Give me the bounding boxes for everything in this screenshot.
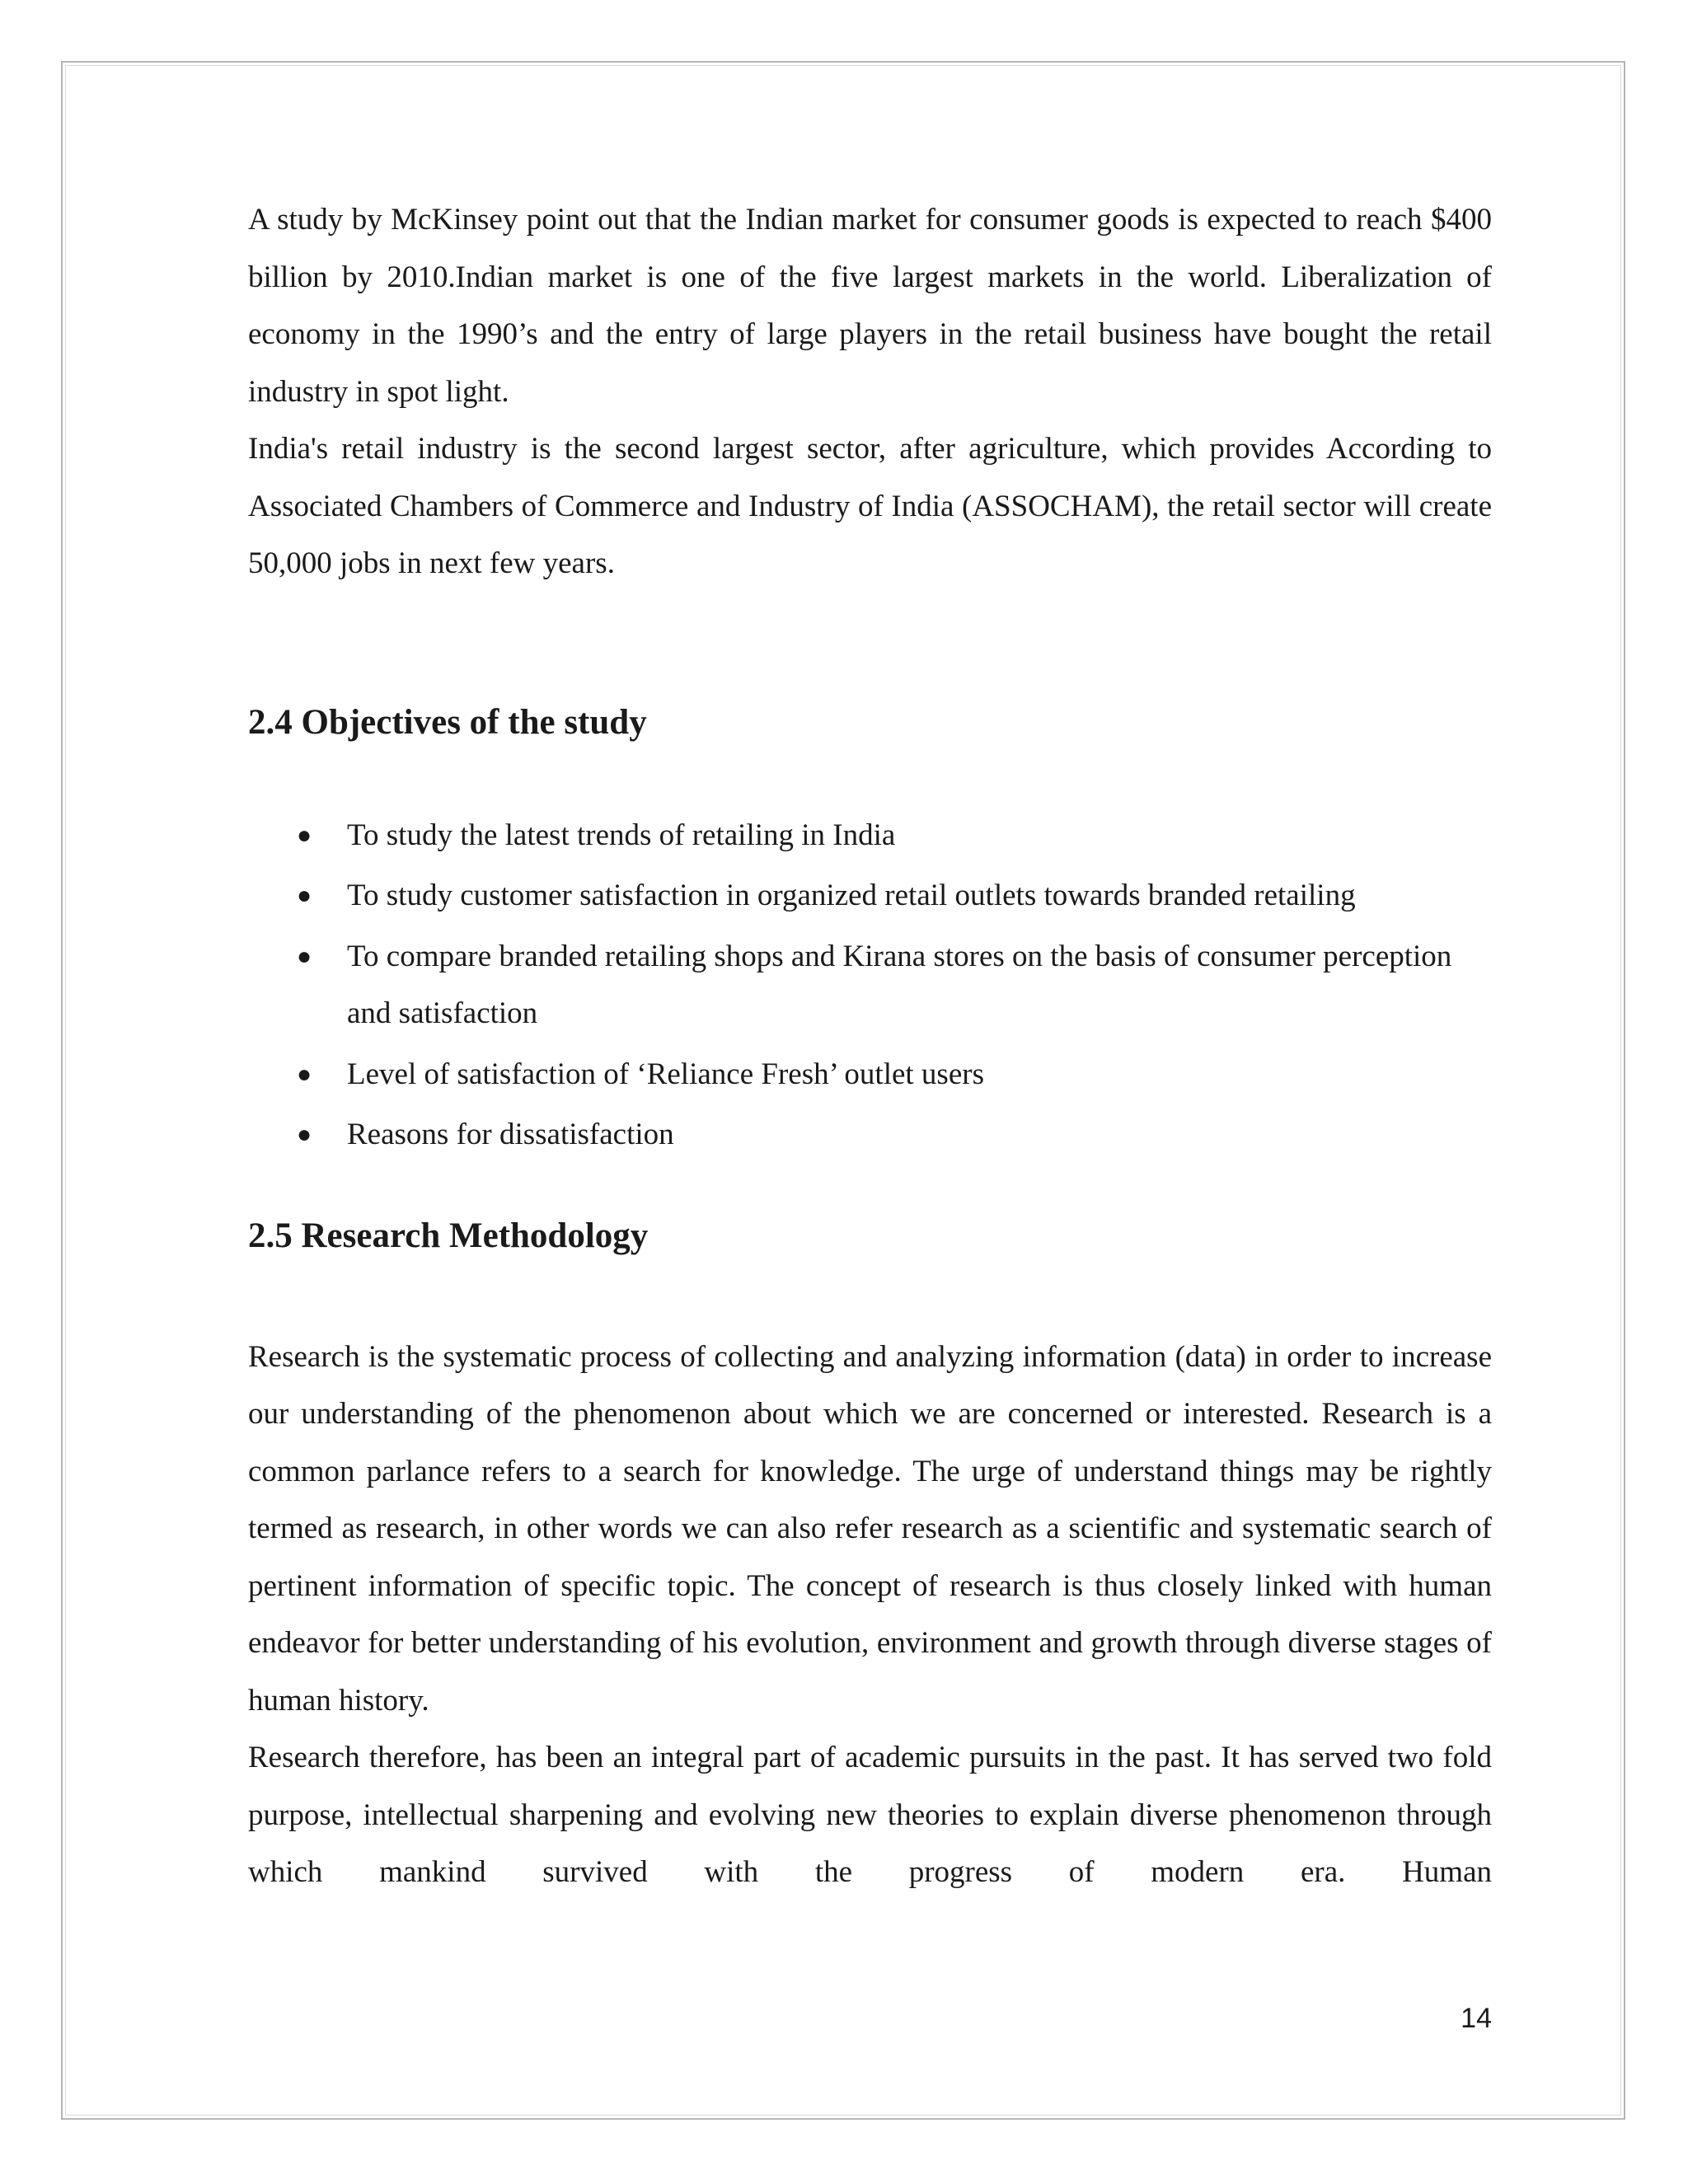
list-item — [248, 1046, 1492, 1104]
bullet-icon: ● — [297, 1060, 312, 1088]
intro-paragraph-2: India's retail industry is the second largest sector, after agriculture, which provides According to Associated Chambers of Commerce and Industry of India (ASSOCHAM), the retail sector will create 50,000 jobs in next few years. — [248, 432, 1492, 580]
list-item-text: Reasons for dissatisfaction — [347, 1118, 674, 1151]
list-item-text: Level of satisfaction of ‘Reliance Fresh’ outlet users — [347, 1057, 984, 1091]
page-number: 14 — [1461, 2003, 1492, 2034]
page-content — [248, 191, 1492, 1901]
list-item-text: To compare branded retailing shops and Kirana stores on the basis of consumer perception and satisfaction — [347, 939, 1452, 1030]
list-item — [248, 807, 1492, 865]
methodology-heading: 2.5 Research Methodology — [248, 1216, 649, 1255]
bullet-icon: ● — [297, 1121, 312, 1148]
objectives-heading: 2.4 Objectives of the study — [248, 702, 647, 742]
list-item — [248, 928, 1492, 1043]
list-item — [248, 867, 1492, 925]
methodology-paragraph-1: Research is the systematic process of collecting and analyzing information (data) in order to increase our understanding of the phenomenon about which we are concerned or interested. Research is a common parlance refers to a search for knowledge. The urge of understand things may be rightly termed as research, in other words we can also refer research as a scientific and systematic search of pertinent information of specific topic. The concept of research is thus closely linked with human endeavor for better understanding of his evolution, environment and growth through diverse stages of human history. — [248, 1339, 1492, 1718]
spacer — [248, 1164, 1492, 1212]
list-item-text: To study customer satisfaction in organized retail outlets towards branded retailing — [347, 879, 1356, 912]
list-item-text: To study the latest trends of retailing in India — [347, 818, 896, 852]
objectives-list — [248, 807, 1492, 1164]
spacer — [248, 1261, 1492, 1329]
bullet-icon: ● — [297, 821, 312, 849]
list-item — [248, 1106, 1492, 1164]
bullet-icon: ● — [297, 942, 312, 970]
spacer — [248, 593, 1492, 698]
bullet-icon: ● — [297, 882, 312, 909]
spacer — [248, 748, 1492, 807]
methodology-paragraph-2: Research therefore, has been an integral part of academic pursuits in the past. It has served two fold purpose, intellectual sharpening and evolving new theories to explain diverse phenomenon through which mankind survived with the progress of modern era. Human — [248, 1741, 1492, 1889]
intro-paragraph-1: A study by McKinsey point out that the Indian market for consumer goods is expected to reach $400 billion by 2010.Indian market is one of the five largest markets in the world. Liberalization of economy in the 1990’s and the entry of large players in the retail business have bought the retail industry in spot light. — [248, 203, 1492, 409]
